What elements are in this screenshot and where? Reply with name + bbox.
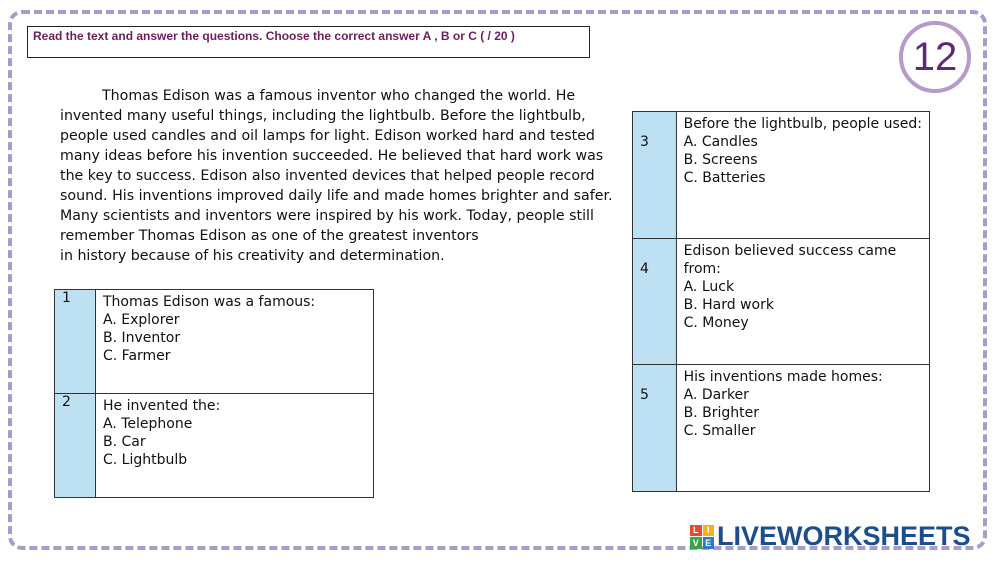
page-number-badge [899, 21, 971, 93]
question-content[interactable] [676, 365, 929, 492]
logo-tile: I [703, 525, 715, 537]
answer-option-a[interactable]: A. Darker [683, 387, 749, 403]
question-prompt: He invented the: [103, 398, 221, 414]
question-content[interactable] [676, 239, 929, 365]
question-number: 3 [640, 134, 649, 150]
question-number-cell [633, 239, 677, 365]
logo-tile: E [703, 537, 715, 549]
question-prompt: Thomas Edison was a famous: [103, 294, 316, 310]
answer-option-b[interactable]: B. Car [103, 434, 146, 450]
answer-option-a[interactable]: A. Explorer [103, 312, 180, 328]
question-row-2 [55, 394, 374, 498]
liveworksheets-logo-icon [690, 525, 714, 549]
question-content[interactable] [676, 112, 929, 239]
question-number-cell [55, 394, 96, 498]
question-number-cell [55, 290, 96, 394]
instructions-box [27, 26, 590, 58]
question-number-cell [633, 365, 677, 492]
answer-option-a[interactable]: A. Candles [683, 134, 758, 150]
answer-option-b[interactable]: B. Inventor [103, 330, 181, 346]
passage-line: invented many useful things, including the lightbulb. Before the lightbulb, [60, 108, 586, 124]
passage-line: Thomas Edison was a famous inventor who changed the world. He [102, 88, 576, 104]
answer-option-a[interactable]: A. Luck [683, 279, 735, 295]
question-number: 5 [640, 387, 649, 403]
question-content[interactable] [96, 394, 374, 498]
passage-line: the key to success. Edison also invented devices that helped people record [60, 168, 595, 184]
passage-line: people used candles and oil lamps for light. Edison worked hard and tested [60, 128, 595, 144]
logo-tile: L [690, 525, 702, 537]
answer-option-c[interactable]: C. Farmer [103, 348, 171, 364]
question-number: 2 [62, 394, 71, 410]
passage-line: Many scientists and inventors were inspired by his work. Today, people still [60, 208, 594, 224]
question-row-1 [55, 290, 374, 394]
answer-option-b[interactable]: B. Screens [683, 152, 758, 168]
answer-option-a[interactable]: A. Telephone [103, 416, 193, 432]
passage-line: remember Thomas Edison as one of the greatest inventors [60, 228, 479, 244]
question-number-cell [633, 112, 677, 239]
question-prompt: His inventions made homes: [683, 369, 883, 385]
question-content[interactable] [96, 290, 374, 394]
question-number: 1 [62, 290, 71, 306]
answer-option-c[interactable]: C. Smaller [683, 423, 756, 439]
question-row-4 [633, 239, 930, 365]
passage-line: in history because of his creativity and determination. [60, 248, 445, 264]
liveworksheets-brand [690, 521, 971, 552]
answer-option-b[interactable]: B. Hard work [683, 297, 774, 313]
answer-option-c[interactable]: C. Batteries [683, 170, 766, 186]
question-prompt: Before the lightbulb, people used: [683, 116, 922, 132]
passage-line: sound. His inventions improved daily life and made homes brighter and safer. [60, 188, 613, 204]
instructions-text: Read the text and answer the questions. Choose the correct answer A , B or C ( / 20 ) [33, 29, 515, 43]
page-number: 12 [912, 34, 958, 79]
reading-passage [60, 86, 613, 266]
question-row-5 [633, 365, 930, 492]
question-prompt-continued: from: [683, 261, 721, 277]
logo-tile: V [690, 537, 702, 549]
question-table-left [54, 289, 374, 498]
answer-option-b[interactable]: B. Brighter [683, 405, 759, 421]
answer-option-c[interactable]: C. Money [683, 315, 749, 331]
question-number: 4 [640, 261, 649, 277]
question-table-right [632, 111, 930, 492]
brand-name: LIVEWORKSHEETS [717, 521, 971, 551]
passage-line: many ideas before his invention succeeded. He believed that hard work was [60, 148, 604, 164]
question-row-3 [633, 112, 930, 239]
question-prompt: Edison believed success came [683, 243, 897, 259]
answer-option-c[interactable]: C. Lightbulb [103, 452, 188, 468]
